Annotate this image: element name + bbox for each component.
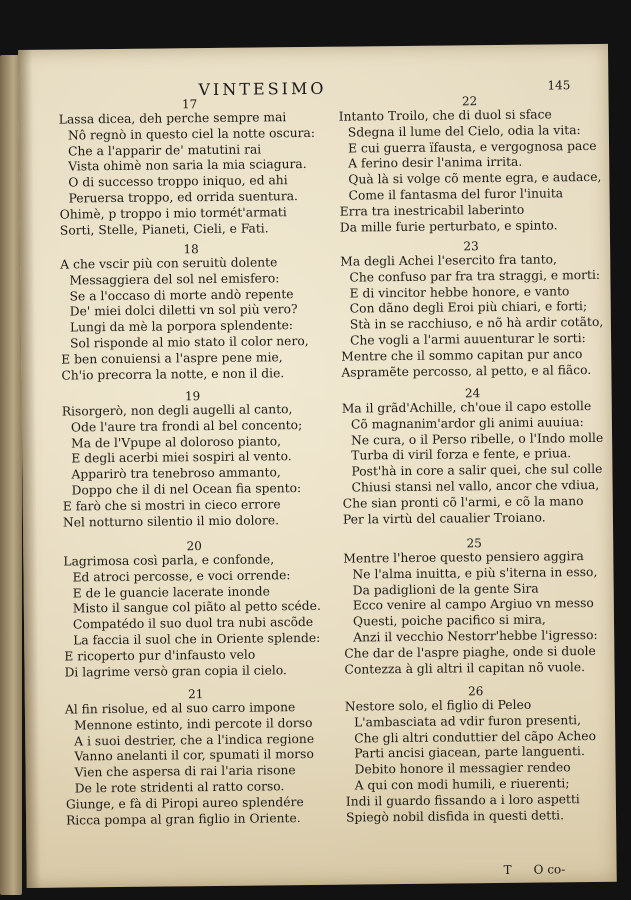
verse-line: Sorti, Stelle, Pianeti, Cieli, e Fati.	[59, 220, 269, 238]
verse-line: Lagrimosa così parla, e confonde,	[63, 552, 275, 569]
verse-line: Misto il sangue col piãto al petto scéde.	[72, 599, 321, 616]
stanza	[343, 536, 606, 678]
verse-line: A ferino desir l'anima irrita.	[348, 155, 523, 171]
verse-line: Post'hà in core a salir quei, che sul colle	[351, 462, 603, 479]
verse-line: Nô regnò in questo ciel la notte oscura:	[67, 125, 316, 143]
verse-line: Ne l'alma inuitta, e più s'iterna in esso,	[352, 564, 598, 582]
verse-line: Ed atroci percosse, e voci orrende:	[72, 567, 291, 585]
stanza	[59, 97, 322, 239]
verse-line: Ode l'aure tra frondi al bel concento;	[70, 417, 303, 435]
verse-line: De' miei dolci diletti vn sol più vero?	[69, 302, 298, 319]
verse-line: E ben conuiensi a l'aspre pene mie,	[61, 350, 283, 367]
verse-line: Ma degli Achei l'esercito fra tanto,	[340, 252, 557, 269]
verse-line: Peruersa troppo, ed orrida suentura.	[68, 189, 298, 206]
verse-line: Ecco venire al campo Argiuo vn messo	[352, 596, 594, 613]
stanza-number: 21	[188, 687, 204, 702]
verse-line: Da mille furie perturbato, e spinto.	[339, 217, 558, 235]
verse-line: Chiusi stansi nel vallo, ancor che vdiua,	[351, 477, 600, 495]
page-footer	[482, 862, 566, 877]
verse-line: Ne cura, o il Perso ribelle, o l'Indo molle	[351, 430, 604, 448]
verse-line: Contezza à gli altri il capitan nõ vuole.	[344, 659, 586, 677]
verse-line: Lungi da mè la porpora splendente:	[69, 318, 294, 335]
verse-line: Quà là si volge cõ mente egra, e audace,	[348, 170, 602, 187]
verse-line: Vanno anelanti il cor, spumati il morso	[74, 747, 314, 764]
verse-line: E cui guerra ïfausta, e vergognosa pace	[347, 138, 597, 156]
verse-line: De le rote stridenti al ratto corso.	[74, 779, 285, 796]
verse-line: L'ambasciata ad vdir furon presenti,	[353, 712, 582, 730]
verse-line: Questi, poiche pacifico si mira,	[352, 612, 546, 629]
verse-line: Che sian pronti cõ l'armi, e cõ la mano	[342, 493, 584, 511]
verse-line: A qui con modi humili, e riuerenti;	[354, 776, 570, 793]
verse-line: E di vincitor hebbe honore, e vanto	[349, 283, 570, 301]
verse-line: Che vogli a l'armi auuenturar le sorti:	[349, 331, 586, 348]
verse-line: Giunge, e fà di Piropi aureo splendére	[65, 794, 304, 812]
verse-line: Come il fantasma del furor l'inuita	[348, 186, 564, 203]
verse-line: Per la virtù del caualier Troiano.	[342, 510, 546, 527]
verse-line: Al fin risolue, ed al suo carro impone	[64, 700, 296, 717]
stanza	[63, 539, 326, 681]
verse-line: Che a l'apparir de' matutini rai	[67, 142, 262, 159]
stanza-number: 23	[463, 239, 479, 254]
stanza	[60, 242, 323, 384]
verse-line: Lassa dicea, deh perche sempre mai	[58, 110, 287, 127]
verse-line: Sol risponde al mio stato il color nero,	[70, 333, 309, 351]
stanza-number: 19	[184, 389, 201, 404]
verse-line: Con dãno degli Eroi più chiari, e forti;	[349, 299, 588, 316]
stanza	[339, 94, 602, 236]
stanza	[65, 687, 328, 829]
stanza	[342, 386, 605, 528]
verse-line: Ma il grãd'Achille, ch'oue il capo estolle	[341, 399, 592, 416]
verse-line: Ma de l'Vpupe al doloroso pianto,	[71, 433, 282, 451]
verse-line: O di successo troppo iniquo, ed ahi	[68, 173, 288, 190]
verse-line: E farò che si mostri in cieco errore	[62, 497, 281, 514]
verse-line: Se a l'occaso di morte andò repente	[69, 286, 294, 304]
verse-line: Che gli altri conduttier del cãpo Acheo	[354, 728, 597, 746]
verse-line: A che vscir più con seruitù dolente	[60, 255, 278, 272]
stanza-number: 20	[186, 539, 202, 554]
verse-line: Vien che aspersa di rai l'aria risone	[74, 763, 296, 780]
verse-line: A i suoi destrier, che a l'indica regione	[74, 731, 315, 749]
stanza-number: 25	[466, 536, 482, 551]
verse-line: Ohimè, p troppo i mio tormét'armati	[59, 204, 287, 222]
verse-line: Doppo che il di nel Ocean fia spento:	[71, 481, 302, 498]
verse-line: Da padiglioni de la gente Sira	[352, 581, 539, 598]
stanza-number: 18	[183, 242, 199, 257]
verse-line: Turba di viril forza e fente, e priua.	[351, 446, 572, 463]
verse-line: Mentre l'heroe questo pensiero aggira	[343, 549, 584, 566]
page-number: 145	[547, 78, 571, 93]
verse-line: Nestore solo, el figlio di Peleo	[344, 697, 532, 714]
verse-line: Ch'io precorra la notte, e non il die.	[61, 365, 285, 383]
verse-line: Mennone estinto, indi percote il dorso	[74, 715, 313, 733]
verse-line: Parti ancisi giacean, parte languenti.	[354, 744, 585, 761]
verse-line: Risorgerò, non degli augelli al canto,	[61, 402, 293, 419]
stanza-number: 24	[464, 386, 481, 401]
verse-line: Messaggiera del sol nel emisfero:	[69, 271, 280, 288]
stanza-number: 17	[181, 97, 198, 112]
verse-line: E ricoperto pur d'infausto velo	[64, 647, 256, 664]
verse-line: Intanto Troilo, che di duol si sface	[338, 107, 552, 124]
catchword: O co-	[533, 862, 566, 877]
verse-line: Aspramẽte percosso, al petto, e al fiãco.	[341, 362, 592, 380]
verse-line: Anzi il vecchio Nestorr'hebbe l'igresso:	[353, 627, 598, 645]
running-title: VINTESIMO	[198, 78, 327, 100]
verse-line: Apparirò tra tenebroso ammanto,	[71, 465, 281, 482]
verse-line: E degli acerbi miei sospiri al vento.	[71, 449, 292, 466]
verse-line: Spiegò nobil disfida in questi detti.	[345, 807, 565, 825]
stanza	[62, 389, 325, 531]
verse-line: Erra tra inestricabil laberinto	[339, 202, 525, 219]
book-page	[18, 44, 617, 888]
verse-line: Di lagrime versò gran copia il cielo.	[64, 662, 287, 680]
verse-line: La faccia il suol che in Oriente splende:	[73, 630, 321, 648]
verse-line: Vista ohimè non saria la mia sciagura.	[68, 157, 307, 174]
verse-line: Nel notturno silentio il mio dolore.	[62, 512, 280, 530]
verse-line: Indi il guardo fissando a i loro aspetti	[345, 791, 580, 809]
verse-line: Cõ magnanim'ardor gli animi auuiua:	[350, 414, 584, 432]
verse-line: Stà in se racchiuso, e nõ hà ardir cotãto,	[349, 315, 604, 332]
verse-line: Ricca pompa al gran figlio in Oriente.	[65, 810, 301, 828]
verse-line: E de le guancie lacerate inonde	[72, 583, 270, 601]
stanza	[340, 239, 603, 381]
verse-line: Debito honore il messagier rendeo	[354, 760, 571, 777]
signature-mark: T	[503, 862, 512, 877]
stanza-number: 26	[468, 684, 484, 699]
verse-line: Mentre che il sommo capitan pur anco	[341, 346, 583, 364]
verse-line: Che confuso par fra tra straggi, e morti:	[349, 267, 601, 285]
verse-line: Compatédo il suo duol tra nubi ascõde	[72, 615, 314, 632]
verse-line: Sdegna il lume del Cielo, odia la vita:	[347, 122, 581, 140]
stanza	[345, 684, 608, 826]
verse-line: Che dar de l'aspre piaghe, onde si duole	[344, 643, 596, 661]
stanza-number: 22	[461, 94, 478, 109]
